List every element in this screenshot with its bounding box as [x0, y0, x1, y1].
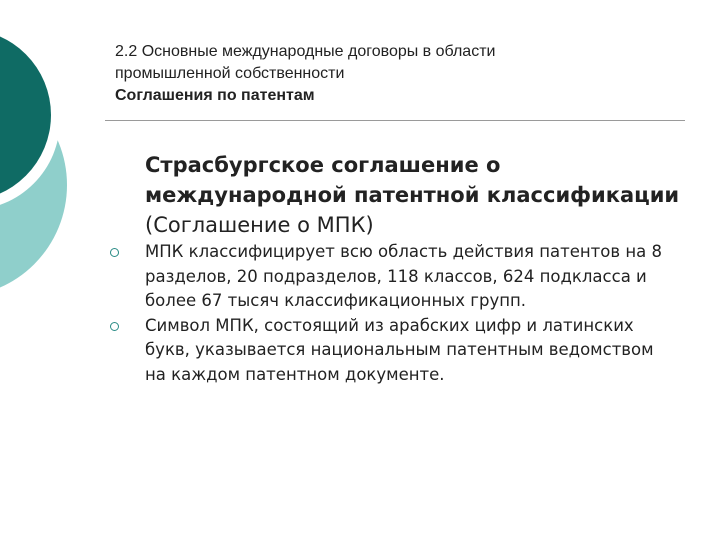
slide-header	[115, 41, 675, 107]
header-subtitle: Соглашения по патентам	[115, 87, 315, 104]
hollow-circle-bullet-icon	[110, 322, 119, 331]
header-title-line-1: 2.2 Основные международные договоры в области	[115, 43, 496, 60]
hollow-circle-bullet-icon	[110, 248, 119, 257]
bullet-text: Символ МПК, состоящий из арабских цифр и латинских букв, указывается национальным патентным ведомством на каждом патентном документе.	[145, 315, 654, 384]
bullet-item	[110, 314, 670, 388]
header-divider	[105, 120, 685, 121]
heading-bold-text: Страсбургское соглашение о международной патентной классификации	[145, 153, 680, 207]
bullet-list	[110, 240, 670, 387]
slide-heading	[145, 150, 685, 240]
bullet-item	[110, 240, 670, 314]
header-title-line-2: промышленной собственности	[115, 65, 345, 82]
decorative-circles-graphic	[0, 0, 120, 300]
bullet-text: МПК классифицирует всю область действия патентов на 8 разделов, 20 подразделов, 118 классов, 624 подкласса и более 67 тысяч классификационных групп.	[145, 242, 662, 310]
heading-plain-text: (Соглашение о МПК)	[145, 213, 374, 237]
